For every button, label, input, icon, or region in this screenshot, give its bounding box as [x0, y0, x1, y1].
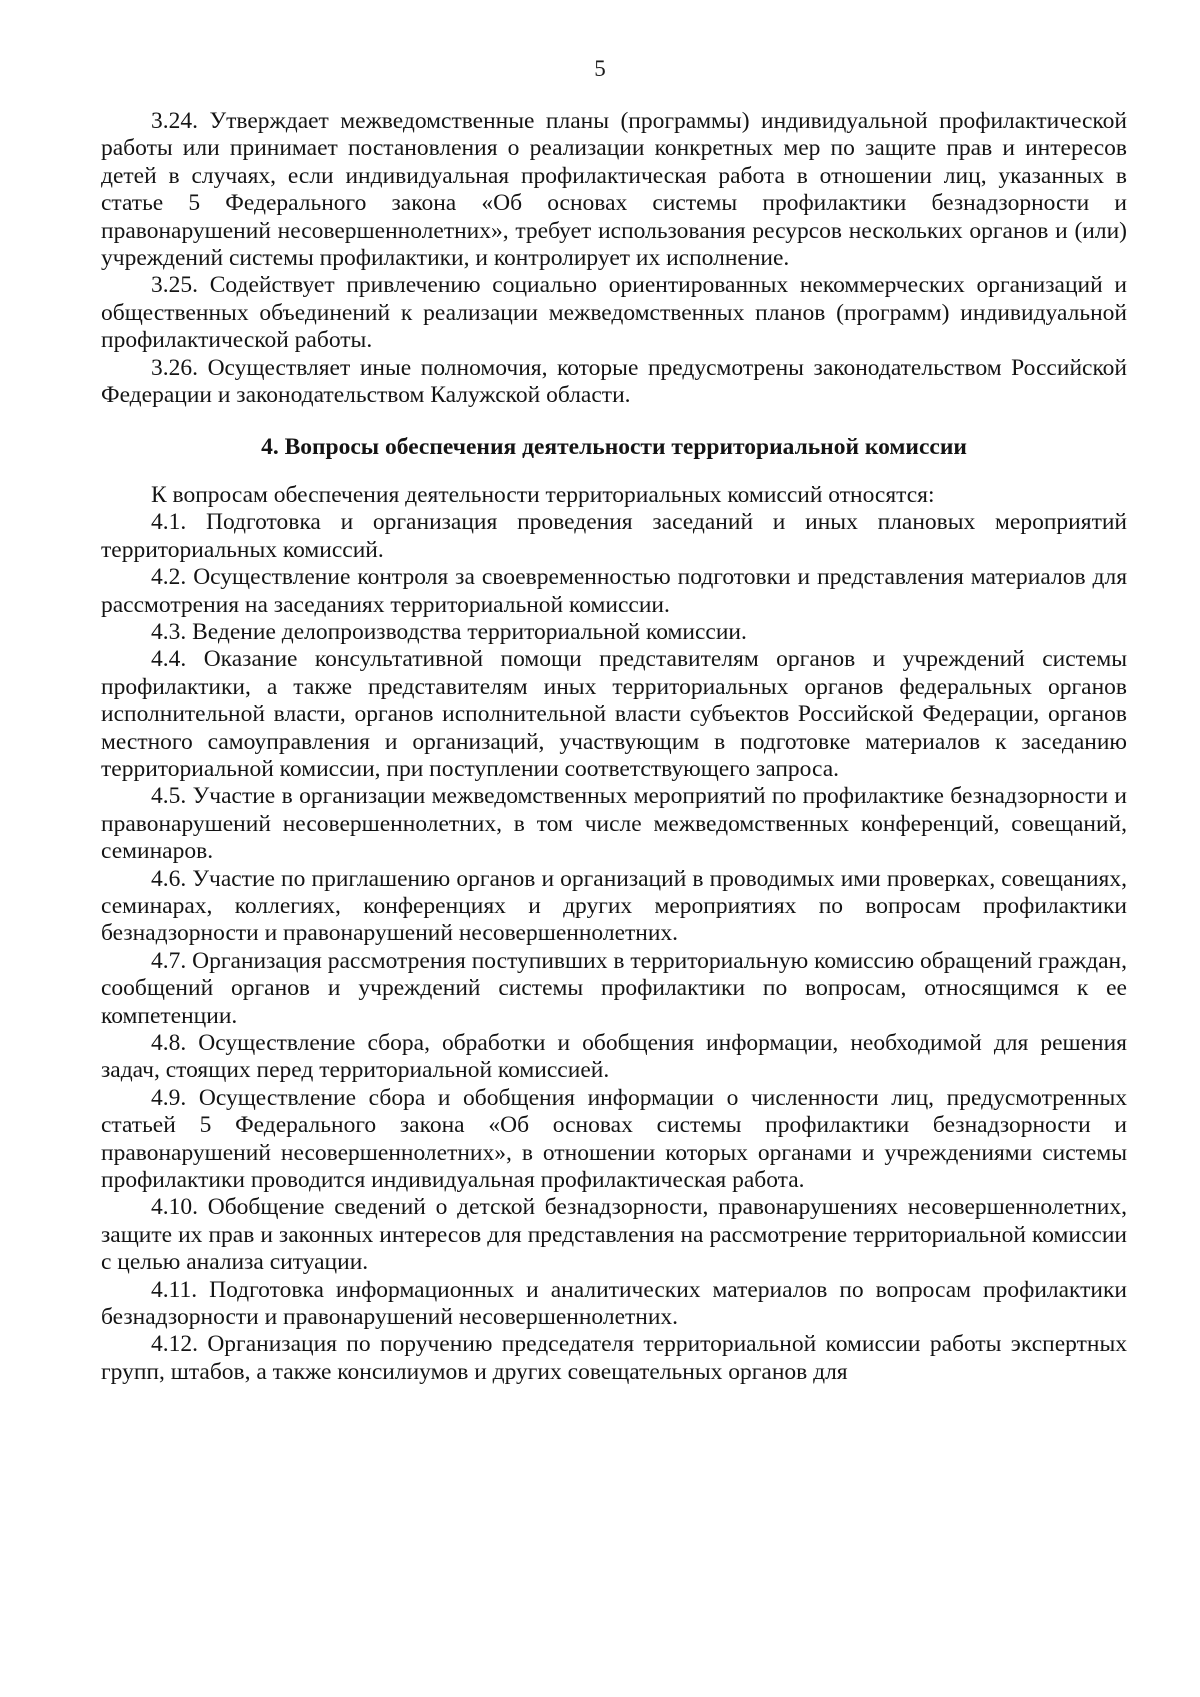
paragraph-4-4: 4.4. Оказание консультативной помощи представителям органов и учреждений системы профилактики, а также представителям иных территориальных органов федеральных органов исполнительной власти, органов исполнительной власти субъектов Российской Федерации, органов местного самоуправления и организаций, участвующим в подготовке материалов к заседанию территориальной комиссии, при поступлении соответствующего запроса.	[101, 646, 1127, 782]
paragraph-3-25: 3.25. Содействует привлечению социально ориентированных некоммерческих организаций и общественных объединений к реализации межведомственных планов (программ) индивидуальной профилактической работы.	[101, 272, 1127, 354]
page-number: 5	[594, 56, 606, 81]
paragraph-4-intro: К вопросам обеспечения деятельности территориальных комиссий относятся:	[151, 481, 935, 508]
paragraph-4-2: 4.2. Осуществление контроля за своевременностью подготовки и представления материалов для рассмотрения на заседаниях территориальной комиссии.	[101, 564, 1127, 618]
paragraph-4-1: 4.1. Подготовка и организация проведения заседаний и иных плановых мероприятий территориальных комиссий.	[101, 509, 1127, 563]
paragraph-4-5: 4.5. Участие в организации межведомственных мероприятий по профилактике безнадзорности и правонарушений несовершеннолетних, в том числе межведомственных конференций, совещаний, семинаров.	[101, 783, 1127, 865]
paragraph-4-7: 4.7. Организация рассмотрения поступивших в территориальную комиссию обращений граждан, сообщений органов и учреждений системы профилактики по вопросам, относящимся к ее компетенции.	[101, 947, 1127, 1029]
paragraph-4-10: 4.10. Обобщение сведений о детской безнадзорности, правонарушениях несовершеннолетних, защите их прав и законных интересов для представления на рассмотрение территориальной комиссии с целью анализа ситуации.	[101, 1194, 1127, 1276]
paragraph-4-3: 4.3. Ведение делопроизводства территориальной комиссии.	[151, 618, 747, 645]
paragraph-3-26: 3.26. Осуществляет иные полномочия, которые предусмотрены законодательством Российской Федерации и законодательством Калужской области.	[101, 354, 1127, 409]
paragraph-3-24: 3.24. Утверждает межведомственные планы (программы) индивидуальной профилактической работы или принимает постановления о реализации конкретных мер по защите прав и интересов детей в случаях, если индивидуальная профилактическая работа в отношении лиц, указанных в статье 5 Федерального закона «Об основах системы профилактики безнадзорности и правонарушений несовершеннолетних», требует использования ресурсов нескольких органов и (или) учреждений системы профилактики, и контролирует их исполнение.	[101, 108, 1127, 272]
paragraph-4-8: 4.8. Осуществление сбора, обработки и обобщения информации, необходимой для решения задач, стоящих перед территориальной комиссией.	[101, 1030, 1127, 1084]
section-4-heading: 4. Вопросы обеспечения деятельности территориальной комиссии	[261, 434, 967, 461]
paragraph-4-6: 4.6. Участие по приглашению органов и организаций в проводимых ими проверках, совещаниях, семинарах, коллегиях, конференциях и других мероприятиях по вопросам профилактики безнадзорности и правонарушений несовершеннолетних.	[101, 865, 1127, 947]
document-body	[101, 108, 1127, 1386]
paragraph-4-11: 4.11. Подготовка информационных и аналитических материалов по вопросам профилактики безнадзорности и правонарушений несовершеннолетних.	[101, 1276, 1127, 1331]
paragraph-4-9: 4.9. Осуществление сбора и обобщения информации о численности лиц, предусмотренных статьей 5 Федерального закона «Об основах системы профилактики безнадзорности и правонарушений несовершеннолетних», в отношении которых органами и учреждениями системы профилактики проводится индивидуальная профилактическая работа.	[101, 1084, 1127, 1194]
paragraph-4-12: 4.12. Организация по поручению председателя территориальной комиссии работы экспертных групп, штабов, а также консилиумов и других совещательных органов для	[101, 1331, 1127, 1385]
